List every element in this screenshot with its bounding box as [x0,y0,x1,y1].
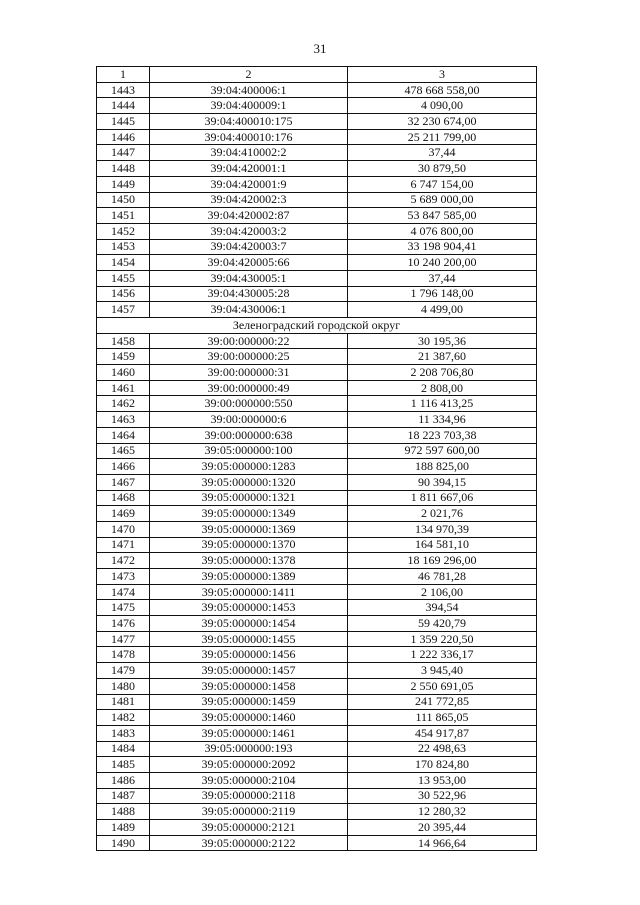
cell-cadastral-value: 13 953,00 [348,772,537,788]
cell-cadastral-value: 241 772,85 [348,694,537,710]
cell-cadastral-number: 39:05:000000:1411 [150,584,348,600]
cell-cadastral-value: 11 334,96 [348,412,537,428]
cell-cadastral-number: 39:05:000000:1459 [150,694,348,710]
cell-cadastral-value: 2 021,76 [348,506,537,522]
cell-cadastral-value: 21 387,60 [348,349,537,365]
cell-cadastral-number: 39:04:420003:2 [150,223,348,239]
table-row [97,459,537,475]
cell-row-number: 1455 [97,270,150,286]
cell-cadastral-number: 39:05:000000:1458 [150,678,348,694]
table-row [97,255,537,271]
cell-cadastral-number: 39:05:000000:1460 [150,710,348,726]
cell-cadastral-value: 14 966,64 [348,835,537,851]
cell-cadastral-value: 18 169 296,00 [348,553,537,569]
table-row [97,772,537,788]
cell-cadastral-number: 39:05:000000:193 [150,741,348,757]
table-row [97,192,537,208]
cell-cadastral-value: 2 106,00 [348,584,537,600]
cell-cadastral-number: 39:04:420003:7 [150,239,348,255]
cell-cadastral-number: 39:04:400009:1 [150,98,348,114]
cell-cadastral-value: 454 917,87 [348,725,537,741]
cell-row-number: 1467 [97,474,150,490]
table-row [97,569,537,585]
cadastral-value-table [96,66,537,851]
table-header-row [97,67,537,83]
cell-cadastral-number: 39:05:000000:1349 [150,506,348,522]
cell-cadastral-value: 170 824,80 [348,757,537,773]
cell-cadastral-number: 39:00:000000:6 [150,412,348,428]
table-row [97,490,537,506]
table-row [97,804,537,820]
cell-cadastral-number: 39:05:000000:2122 [150,835,348,851]
cell-cadastral-value: 46 781,28 [348,569,537,585]
cell-cadastral-value: 1 116 413,25 [348,396,537,412]
cell-cadastral-number: 39:05:000000:1369 [150,521,348,537]
table-row [97,835,537,851]
cell-cadastral-number: 39:05:000000:2104 [150,772,348,788]
cell-cadastral-value: 25 211 799,00 [348,129,537,145]
cell-row-number: 1448 [97,161,150,177]
cell-cadastral-number: 39:05:000000:2118 [150,788,348,804]
cell-cadastral-value: 2 808,00 [348,380,537,396]
table-row [97,98,537,114]
cell-cadastral-value: 12 280,32 [348,804,537,820]
cell-row-number: 1485 [97,757,150,773]
table-row [97,114,537,130]
table-row [97,553,537,569]
cell-row-number: 1464 [97,427,150,443]
cell-cadastral-number: 39:00:000000:550 [150,396,348,412]
table-row [97,647,537,663]
column-header-number: 1 [97,67,150,83]
table-body [97,67,537,851]
cell-cadastral-value: 134 970,39 [348,521,537,537]
cell-cadastral-value: 33 198 904,41 [348,239,537,255]
table-row [97,474,537,490]
cell-cadastral-number: 39:04:410002:2 [150,145,348,161]
table-row [97,223,537,239]
cell-cadastral-number: 39:04:430005:1 [150,270,348,286]
cell-row-number: 1459 [97,349,150,365]
table-row [97,663,537,679]
cell-cadastral-number: 39:05:000000:1389 [150,569,348,585]
table-row [97,443,537,459]
table-row [97,710,537,726]
table-row [97,145,537,161]
cell-cadastral-number: 39:05:000000:2092 [150,757,348,773]
table-row [97,521,537,537]
cell-row-number: 1478 [97,647,150,663]
cell-cadastral-value: 3 945,40 [348,663,537,679]
table-row [97,365,537,381]
cell-row-number: 1466 [97,459,150,475]
cell-cadastral-value: 37,44 [348,145,537,161]
cell-row-number: 1465 [97,443,150,459]
table-row [97,537,537,553]
cell-cadastral-value: 6 747 154,00 [348,176,537,192]
cell-row-number: 1477 [97,631,150,647]
table-row [97,176,537,192]
cell-cadastral-value: 22 498,63 [348,741,537,757]
section-heading-row [97,318,537,334]
cell-cadastral-number: 39:04:420002:87 [150,208,348,224]
cell-cadastral-value: 2 208 706,80 [348,365,537,381]
cell-cadastral-value: 4 090,00 [348,98,537,114]
cell-cadastral-number: 39:04:400006:1 [150,82,348,98]
cell-cadastral-value: 10 240 200,00 [348,255,537,271]
table-row [97,757,537,773]
cell-cadastral-number: 39:05:000000:2119 [150,804,348,820]
table-row [97,412,537,428]
cell-row-number: 1483 [97,725,150,741]
table-row [97,427,537,443]
cell-cadastral-number: 39:00:000000:25 [150,349,348,365]
cell-row-number: 1446 [97,129,150,145]
cell-cadastral-value: 188 825,00 [348,459,537,475]
cell-row-number: 1474 [97,584,150,600]
table-row [97,286,537,302]
table-row [97,631,537,647]
cell-cadastral-number: 39:04:420001:9 [150,176,348,192]
cell-cadastral-number: 39:04:430006:1 [150,302,348,318]
cell-cadastral-number: 39:04:400010:175 [150,114,348,130]
table-row [97,349,537,365]
table-row [97,82,537,98]
table-row [97,380,537,396]
cell-row-number: 1463 [97,412,150,428]
cell-row-number: 1490 [97,835,150,851]
cell-row-number: 1468 [97,490,150,506]
cell-row-number: 1484 [97,741,150,757]
cell-cadastral-number: 39:04:420005:66 [150,255,348,271]
cell-row-number: 1475 [97,600,150,616]
cell-cadastral-value: 164 581,10 [348,537,537,553]
table-row [97,239,537,255]
cell-row-number: 1472 [97,553,150,569]
cell-row-number: 1443 [97,82,150,98]
cell-cadastral-number: 39:05:000000:1455 [150,631,348,647]
cell-cadastral-number: 39:00:000000:22 [150,333,348,349]
cell-row-number: 1457 [97,302,150,318]
table-row [97,208,537,224]
table-row [97,678,537,694]
cell-cadastral-value: 30 879,50 [348,161,537,177]
cell-cadastral-value: 20 395,44 [348,820,537,836]
cell-cadastral-value: 478 668 558,00 [348,82,537,98]
cell-row-number: 1473 [97,569,150,585]
table-row [97,820,537,836]
cell-row-number: 1486 [97,772,150,788]
column-header-cadastral-number: 2 [150,67,348,83]
table-row [97,694,537,710]
cell-row-number: 1452 [97,223,150,239]
cell-cadastral-value: 37,44 [348,270,537,286]
cell-row-number: 1489 [97,820,150,836]
cell-row-number: 1469 [97,506,150,522]
cell-cadastral-number: 39:05:000000:1321 [150,490,348,506]
section-heading: Зеленоградский городской округ [97,318,537,334]
cell-cadastral-number: 39:05:000000:1378 [150,553,348,569]
table-row [97,616,537,632]
cell-cadastral-number: 39:05:000000:1454 [150,616,348,632]
cell-row-number: 1458 [97,333,150,349]
cell-cadastral-number: 39:05:000000:100 [150,443,348,459]
table-row [97,788,537,804]
table-row [97,725,537,741]
page-number: 31 [313,41,327,56]
cell-cadastral-number: 39:05:000000:1453 [150,600,348,616]
table-row [97,506,537,522]
table-row [97,600,537,616]
cell-cadastral-value: 1 796 148,00 [348,286,537,302]
cell-cadastral-number: 39:05:000000:1283 [150,459,348,475]
cell-row-number: 1450 [97,192,150,208]
cell-cadastral-number: 39:05:000000:1457 [150,663,348,679]
table-row [97,161,537,177]
cell-cadastral-value: 53 847 585,00 [348,208,537,224]
cell-cadastral-number: 39:04:420002:3 [150,192,348,208]
cell-cadastral-number: 39:00:000000:638 [150,427,348,443]
cell-row-number: 1488 [97,804,150,820]
cell-cadastral-number: 39:05:000000:1461 [150,725,348,741]
cell-cadastral-value: 90 394,15 [348,474,537,490]
cell-row-number: 1460 [97,365,150,381]
cell-cadastral-value: 18 223 703,38 [348,427,537,443]
cell-cadastral-value: 111 865,05 [348,710,537,726]
cell-row-number: 1456 [97,286,150,302]
table-row [97,302,537,318]
cell-cadastral-value: 30 522,96 [348,788,537,804]
cell-cadastral-number: 39:05:000000:1456 [150,647,348,663]
cell-cadastral-number: 39:05:000000:1320 [150,474,348,490]
cell-cadastral-number: 39:05:000000:2121 [150,820,348,836]
cell-row-number: 1480 [97,678,150,694]
cell-cadastral-value: 2 550 691,05 [348,678,537,694]
cell-row-number: 1449 [97,176,150,192]
cell-row-number: 1447 [97,145,150,161]
cell-row-number: 1481 [97,694,150,710]
table-row [97,584,537,600]
cell-row-number: 1453 [97,239,150,255]
cell-cadastral-value: 59 420,79 [348,616,537,632]
cell-row-number: 1479 [97,663,150,679]
cell-row-number: 1470 [97,521,150,537]
cell-cadastral-number: 39:04:430005:28 [150,286,348,302]
cell-row-number: 1454 [97,255,150,271]
cell-cadastral-value: 1 359 220,50 [348,631,537,647]
cell-row-number: 1487 [97,788,150,804]
table-row [97,333,537,349]
cell-cadastral-value: 4 499,00 [348,302,537,318]
cell-row-number: 1462 [97,396,150,412]
cell-row-number: 1476 [97,616,150,632]
cell-row-number: 1482 [97,710,150,726]
cell-cadastral-number: 39:05:000000:1370 [150,537,348,553]
cell-cadastral-number: 39:00:000000:49 [150,380,348,396]
cell-cadastral-value: 5 689 000,00 [348,192,537,208]
cell-cadastral-value: 972 597 600,00 [348,443,537,459]
cell-cadastral-number: 39:04:400010:176 [150,129,348,145]
column-header-cadastral-value: 3 [348,67,537,83]
cell-cadastral-number: 39:00:000000:31 [150,365,348,381]
table-row [97,129,537,145]
cell-row-number: 1471 [97,537,150,553]
cell-row-number: 1445 [97,114,150,130]
cell-row-number: 1444 [97,98,150,114]
cell-cadastral-number: 39:04:420001:1 [150,161,348,177]
cell-cadastral-value: 4 076 800,00 [348,223,537,239]
cell-cadastral-value: 1 222 336,17 [348,647,537,663]
cell-cadastral-value: 30 195,36 [348,333,537,349]
cell-cadastral-value: 1 811 667,06 [348,490,537,506]
cell-row-number: 1451 [97,208,150,224]
table-row [97,270,537,286]
cell-row-number: 1461 [97,380,150,396]
cell-cadastral-value: 32 230 674,00 [348,114,537,130]
table-row [97,396,537,412]
table-row [97,741,537,757]
cell-cadastral-value: 394,54 [348,600,537,616]
